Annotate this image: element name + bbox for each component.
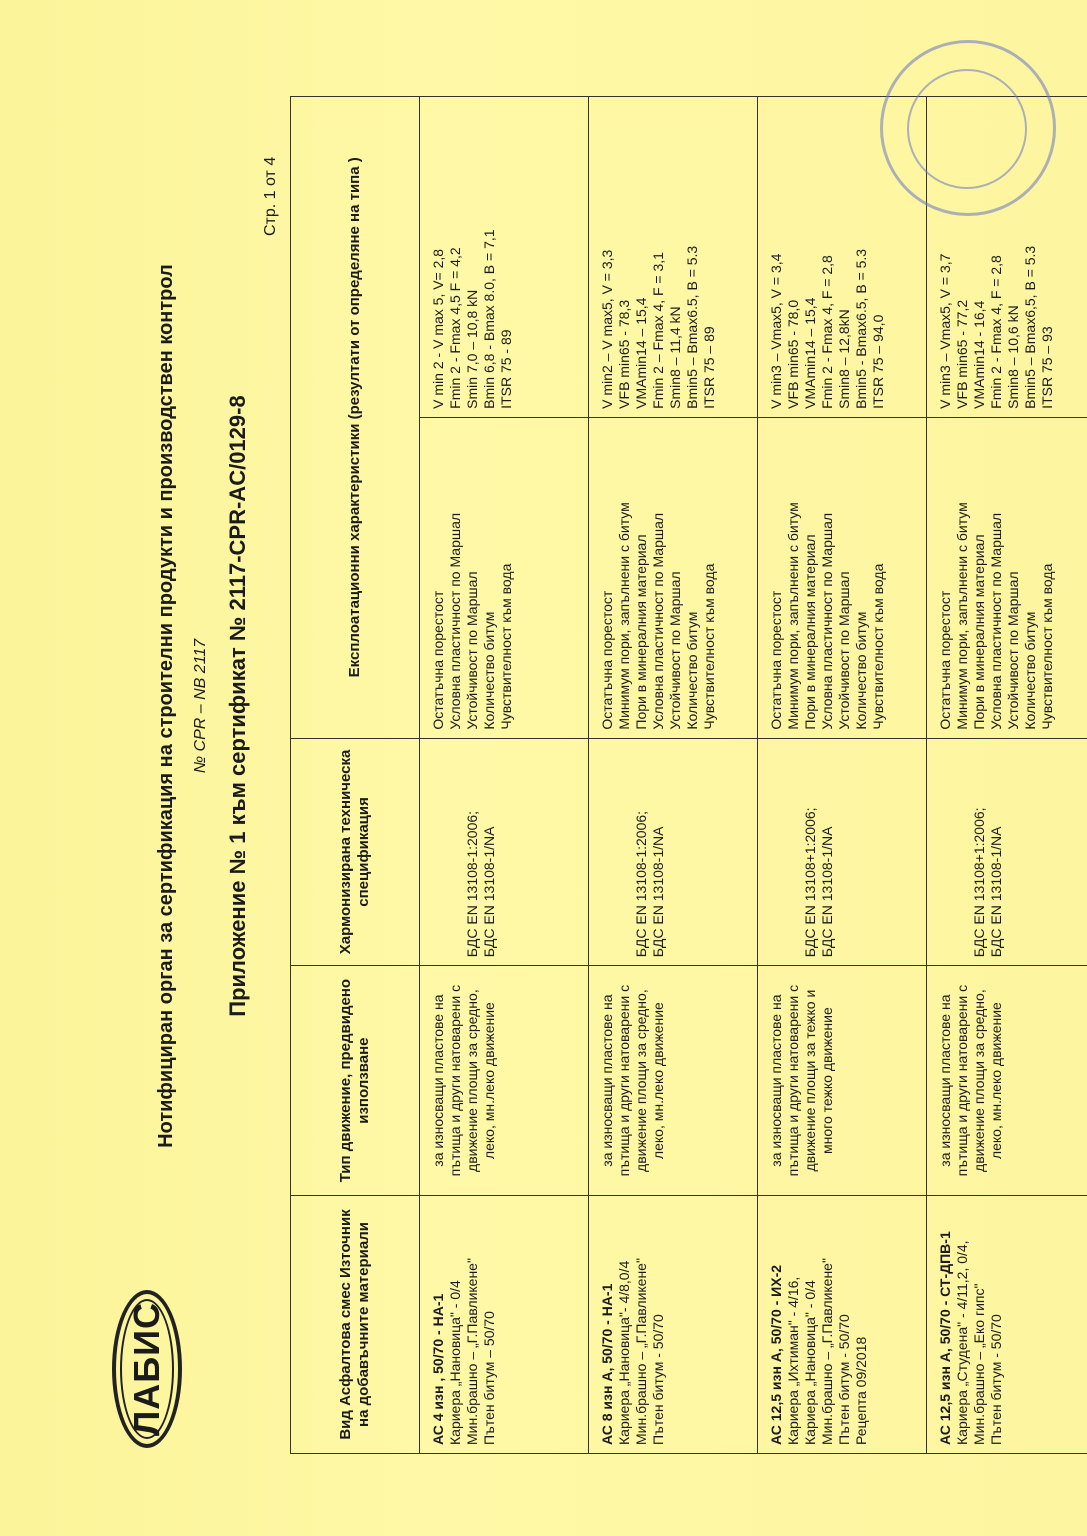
- spec-cell: [927, 738, 1087, 966]
- header-spec: Хармонизирана техническа спецификация: [291, 738, 420, 966]
- labis-logo: ЛАБИС: [112, 1290, 182, 1448]
- use-cell: за износващи пластове на пътища и други натоварени с движение площи за средно, леко, мн.леко движение: [589, 966, 758, 1196]
- props-line: Пори в минералния материал: [971, 534, 988, 730]
- sources-line: Пътен битум - 50/70: [650, 1314, 667, 1445]
- certification-stamp: [880, 40, 1056, 216]
- props-line: Количество битум: [481, 611, 498, 730]
- vals-line: VMAmin14 – 15,4: [802, 297, 819, 409]
- vals-line: VMAmin14 - 16,4: [971, 300, 988, 409]
- certificate-table: [290, 96, 1087, 1454]
- vals-line: Smin 7,0 – 10,8 kN: [464, 289, 481, 409]
- props-line: Чувствителност към вода: [1039, 563, 1056, 730]
- props-line: Количество битум: [1022, 611, 1039, 730]
- table-header-row: [291, 97, 420, 1454]
- props-line: Остатъчна порестост: [768, 590, 784, 730]
- annex-title: Приложение № 1 към сертификат № 2117-CPR-AC/0129-8: [225, 395, 250, 1017]
- table-row: [927, 97, 1087, 1454]
- sources-line: Пътен битум – 50/70: [481, 1311, 498, 1445]
- vals-line: VFB min65 - 78,3: [616, 299, 633, 409]
- sources-line: Пътен битум - 50/70: [836, 1314, 853, 1445]
- mix-name: АС 12,5 изн А, 50/70 - ИХ-2: [768, 1264, 784, 1445]
- props-line: Чувствителност към вода: [498, 563, 515, 730]
- props-line: Устойчивост по Маршал: [836, 571, 853, 730]
- props-line: Условна пластичност по Маршал: [650, 512, 667, 730]
- props-line: Минимум пори, запълнени с битум: [954, 502, 971, 730]
- spec-line: БДС EN 13108-1/NA: [481, 826, 498, 958]
- mix-cell: [758, 1195, 927, 1453]
- sources-line: Кариера „Нановица" - 0/4: [802, 1280, 819, 1445]
- page-number: Стр. 1 от 4: [262, 156, 279, 236]
- props-line: Минимум пори, запълнени с битум: [616, 502, 633, 730]
- sources-line: Кариера „Студена" - 4/11,2, 0/4,: [954, 1240, 971, 1445]
- spec-line: БДС EN 13108-1:2006;: [633, 810, 649, 958]
- vals-line: V min 2 - V max 5, V= 2,8: [430, 248, 446, 409]
- sources-line: Кариера „Нановица" - 0/4: [447, 1280, 464, 1445]
- props-line: Остатъчна порестост: [430, 590, 446, 730]
- vals-line: ITSR 75 – 93: [1039, 326, 1056, 409]
- document-title: Нотифициран орган за сертификация на строителни продукти и производствен контрол: [155, 264, 177, 1148]
- vals-line: Fmin 2 - Fmax 4, F = 2,8: [988, 255, 1005, 409]
- values-cell: [420, 97, 589, 418]
- vals-line: Fmin 2 - Fmax 4,5 F = 4,2: [447, 247, 464, 409]
- vals-line: ITSR 75 - 89: [498, 329, 515, 409]
- vals-line: Smin8 – 11,4 kN: [667, 306, 684, 409]
- vals-line: V min2 – V max5, V = 3,3: [599, 249, 615, 409]
- mix-cell: [589, 1195, 758, 1453]
- sources-line: Мин.брашно – „Г.Павликене": [633, 1258, 650, 1445]
- mix-cell: [420, 1195, 589, 1453]
- spec-line: БДС EN 13108-1:2006;: [464, 810, 480, 958]
- spec-line: БДС EN 13108-1/NA: [650, 826, 667, 958]
- use-cell: за износващи пластове на пътища и други натоварени с движение площи за средно, леко, мн.леко движение: [420, 966, 589, 1196]
- sources-line: Кариера „Ихтиман" - 4/16,: [785, 1276, 802, 1445]
- spec-line: БДС EN 13108-1/NA: [819, 826, 836, 958]
- props-line: Чувствителност към вода: [701, 563, 718, 730]
- props-line: Чувствителност към вода: [870, 563, 887, 730]
- vals-line: Bmin 6,8 - Bmax 8.0, B = 7,1: [481, 229, 498, 409]
- vals-line: VFB min65 - 78,0: [785, 299, 802, 409]
- header-use: Тип движение, предвидено използване: [291, 966, 420, 1196]
- vals-line: Smin8 – 10,6 kN: [1005, 305, 1022, 409]
- sources-line: Кариера „Нановица"- 4/8,0/4: [616, 1260, 633, 1445]
- table-row: [420, 97, 589, 1454]
- sources-line: Пътен битум - 50/70: [988, 1314, 1005, 1445]
- sources-line: Мин.брашно – „Еко гипс": [971, 1283, 988, 1445]
- props-cell: [420, 417, 589, 738]
- props-line: Пори в минералния материал: [802, 534, 819, 730]
- vals-line: V min3 – Vmax5, V = 3,4: [768, 253, 784, 409]
- values-cell: [589, 97, 758, 418]
- props-cell: [589, 417, 758, 738]
- spec-line: БДС EN 13108-1/NA: [988, 826, 1005, 958]
- mix-name: АС 4 изн , 50/70 - НА-1: [430, 1293, 446, 1445]
- mix-name: АС 8 изн А, 50/70 - НА-1: [599, 1283, 615, 1445]
- table-row: [758, 97, 927, 1454]
- use-cell: за износващи пластове на пътища и други натоварени с движение площи за средно, леко, мн.леко движение: [927, 966, 1087, 1196]
- header-mix-type: Вид Асфалтова смес Източник на добавъчните материали: [291, 1195, 420, 1453]
- mix-name: АС 12,5 изн А, 50/70 - СТ-ДПВ-1: [937, 1231, 953, 1445]
- props-line: Устойчивост по Маршал: [464, 571, 481, 730]
- vals-line: VMAmin14 – 15,4: [633, 297, 650, 409]
- vals-line: ITSR 75 – 89: [701, 326, 718, 409]
- props-line: Остатъчна порестост: [937, 590, 953, 730]
- document-subtitle: № CPR – NB 2117: [192, 638, 209, 774]
- sources-line: Мин.брашно – „Г.Павликене": [819, 1258, 836, 1445]
- props-line: Количество битум: [853, 611, 870, 730]
- spec-cell: [589, 738, 758, 966]
- table-row: [589, 97, 758, 1454]
- use-cell: за износващи пластове на пътища и други натоварени с движение площи за тежко и много тежко движение: [758, 966, 927, 1196]
- vals-line: ITSR 75 – 94,0: [870, 314, 887, 409]
- props-line: Условна пластичност по Маршал: [988, 512, 1005, 730]
- props-line: Пори в минералния материал: [633, 534, 650, 730]
- vals-line: Fmin 2 - Fmax 4, F = 2,8: [819, 255, 836, 409]
- spec-cell: [758, 738, 927, 966]
- props-line: Устойчивост по Маршал: [667, 571, 684, 730]
- spec-line: БДС EN 13108+1:2006;: [802, 807, 818, 958]
- props-line: Условна пластичност по Маршал: [447, 512, 464, 730]
- props-cell: [927, 417, 1087, 738]
- props-line: Условна пластичност по Маршал: [819, 512, 836, 730]
- vals-line: VFB min65 - 77,2: [954, 299, 971, 409]
- props-line: Минимум пори, запълнени с битум: [785, 502, 802, 730]
- vals-line: Smin8 – 12,8kN: [836, 309, 853, 409]
- spec-cell: [420, 738, 589, 966]
- vals-line: Bmin5 - Bmax6.5, B = 5.3: [853, 248, 870, 409]
- sources-line: Рецепта 09/2018: [853, 1336, 870, 1445]
- vals-line: V min3 – Vmax5, V = 3,7: [937, 253, 953, 409]
- mix-cell: [927, 1195, 1087, 1453]
- sources-line: Мин.брашно – „Г.Павликене": [464, 1258, 481, 1445]
- header-properties: Експлоатационни характеристики (резултати от определяне на типа ): [291, 97, 420, 739]
- vals-line: Bmin5 – Bmax6.5, B = 5.3: [684, 245, 701, 409]
- props-line: Количество битум: [684, 611, 701, 730]
- vals-line: Bmin5 – Bmax6,5, B = 5.3: [1022, 245, 1039, 409]
- props-cell: [758, 417, 927, 738]
- props-line: Остатъчна порестост: [599, 590, 615, 730]
- props-line: Устойчивост по Маршал: [1005, 571, 1022, 730]
- spec-line: БДС EN 13108+1:2006;: [971, 807, 987, 958]
- vals-line: Fmin 2 – Fmax 4, F = 3,1: [650, 252, 667, 409]
